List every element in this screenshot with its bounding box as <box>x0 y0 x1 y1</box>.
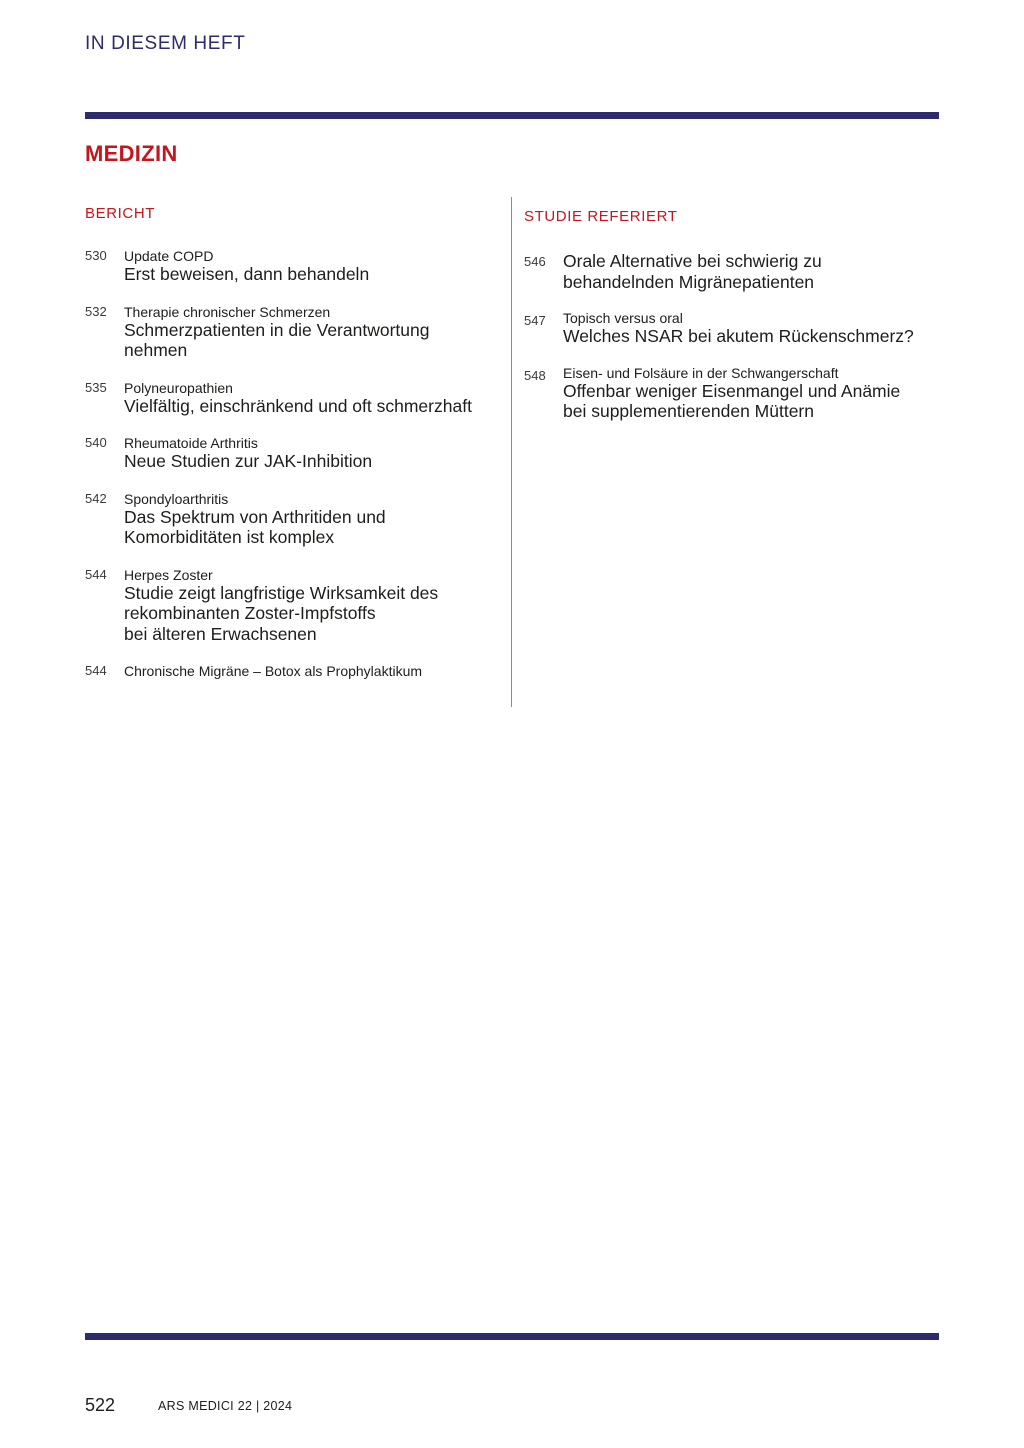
entry-topic: Eisen- und Folsäure in der Schwangerschaft <box>563 364 839 381</box>
toc-entry[interactable] <box>85 663 505 679</box>
entry-topic: Therapie chronischer Schmerzen <box>124 303 331 320</box>
toc-entry[interactable] <box>85 248 505 285</box>
entry-topic: Herpes Zoster <box>124 566 213 583</box>
entry-title-line: Offenbar weniger Eisenmangel und Anämie <box>563 380 901 401</box>
entry-topic: Polyneuropathien <box>124 379 233 396</box>
right-column <box>524 208 939 440</box>
entry-title-line: Neue Studien zur JAK-Inhibition <box>124 451 373 471</box>
entry-title-line: Welches NSAR bei akutem Rückenschmerz? <box>563 326 914 346</box>
entry-topic: Spondyloarthritis <box>124 490 229 507</box>
toc-entry[interactable] <box>524 365 939 422</box>
toc-entry[interactable] <box>85 491 505 548</box>
page-number: 544 <box>85 566 107 582</box>
running-header: IN DIESEM HEFT <box>85 33 246 54</box>
entry-title-line: bei älteren Erwachsenen <box>124 623 317 644</box>
entry-title-line: rekombinanten Zoster-Impfstoffs <box>124 603 376 623</box>
toc-entry[interactable] <box>85 567 505 645</box>
column-heading-studie-referiert: STUDIE REFERIERT <box>524 208 678 225</box>
column-heading-bericht: BERICHT <box>85 205 156 222</box>
page-number: 547 <box>524 313 546 328</box>
toc-entry[interactable] <box>85 380 505 417</box>
left-column <box>85 205 505 698</box>
entry-title-line: Studie zeigt langfristige Wirksamkeit des <box>124 582 439 603</box>
page-number: 532 <box>85 303 107 319</box>
toc-entry[interactable] <box>85 304 505 361</box>
entry-title-line: Orale Alternative bei schwierig zu <box>563 251 822 271</box>
toc-entry[interactable] <box>524 310 939 347</box>
entry-title-line: Erst beweisen, dann behandeln <box>124 264 370 284</box>
entry-topic: Topisch versus oral <box>563 310 683 326</box>
entry-title-line: Das Spektrum von Arthritiden und <box>124 506 386 527</box>
page-number: 542 <box>85 490 107 506</box>
entry-topic: Rheumatoide Arthritis <box>124 435 258 451</box>
top-rule <box>85 112 939 119</box>
section-title: MEDIZIN <box>85 141 178 166</box>
footer-journal-issue: ARS MEDICI 22 | 2024 <box>158 1399 293 1413</box>
entry-title-line: Komorbiditäten ist komplex <box>124 527 335 547</box>
page-number: 530 <box>85 248 107 263</box>
entry-title-line: bei supplementierenden Müttern <box>563 401 814 421</box>
page-number: 548 <box>524 367 546 383</box>
entry-title-line: behandelnden Migränepatienten <box>563 271 815 292</box>
page-number: 540 <box>85 435 107 450</box>
footer-page-number: 522 <box>85 1395 116 1415</box>
entry-title-line: nehmen <box>124 340 188 360</box>
entry-topic: Chronische Migräne – Botox als Prophylaktikum <box>124 663 423 679</box>
page-number: 546 <box>524 254 546 269</box>
page-number: 544 <box>85 663 107 678</box>
entry-topic: Update COPD <box>124 248 214 264</box>
entry-title-line: Vielfältig, einschränkend und oft schmerzhaft <box>124 395 472 416</box>
column-divider <box>511 197 512 707</box>
bottom-rule <box>85 1333 939 1340</box>
toc-entry[interactable] <box>85 435 505 472</box>
toc-entry[interactable] <box>524 251 939 292</box>
page-number: 535 <box>85 379 107 395</box>
entry-title-line: Schmerzpatienten in die Verantwortung <box>124 319 430 340</box>
